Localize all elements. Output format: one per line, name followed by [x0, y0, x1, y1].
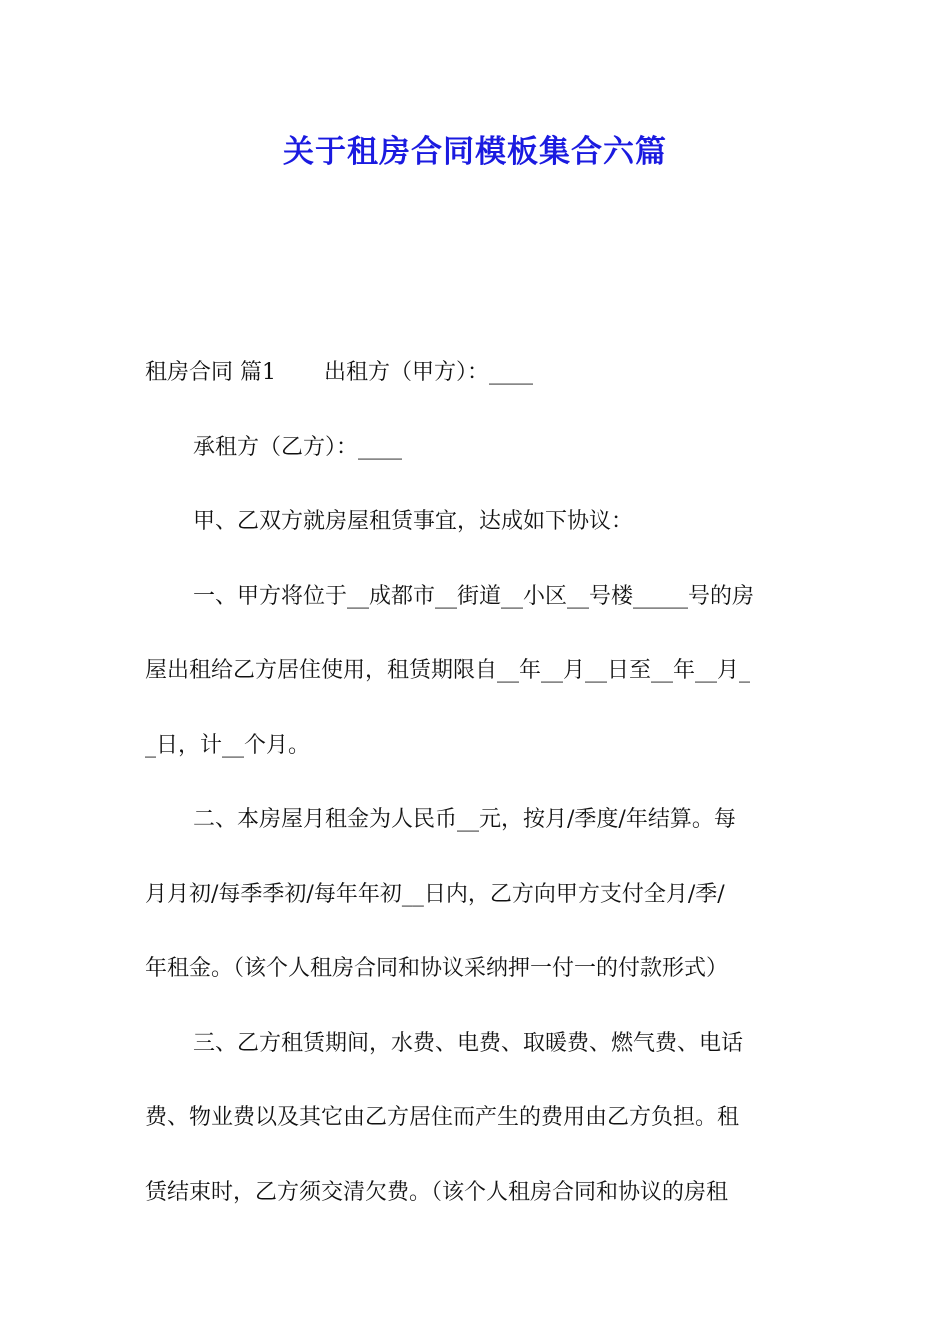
document-title: 关于租房合同模板集合六篇: [283, 134, 667, 170]
text-line: 赁结束时，乙方须交清欠费。（该个人租房合同和协议的房租: [145, 1179, 729, 1205]
document-body: [145, 336, 809, 1230]
text-line: 年租金。（该个人租房合同和协议采纳押一付一的付款形式）: [145, 956, 729, 981]
text-line: _日，计__个月。: [145, 732, 311, 758]
contract-heading: 租房合同 篇1: [145, 360, 276, 385]
agreement-intro: 甲、乙双方就房屋租赁事宜，达成如下协议：: [193, 509, 634, 534]
text-line: [145, 336, 809, 411]
text-line: 月月初/每季季初/每年年初__日内，乙方向甲方支付全月/季/: [145, 881, 725, 907]
text-line: 三、乙方租赁期间，水费、电费、取暖费、燃气费、电话: [193, 1030, 744, 1056]
text-line: 一、甲方将位于__成都市__街道__小区__号楼_____号的房: [193, 583, 755, 609]
text-line: 屋出租给乙方居住使用，租赁期限自__年__月__日至__年__月_: [145, 658, 751, 683]
text-line: 二、本房屋月租金为人民币__元，按月/季度/年结算。每: [193, 807, 736, 832]
lessee-line: 承租方（乙方）：____: [193, 434, 403, 460]
text-line: 费、物业费以及其它由乙方居住而产生的费用由乙方负担。租: [145, 1105, 740, 1130]
lessor-line: 出租方（甲方）：____: [324, 360, 534, 385]
